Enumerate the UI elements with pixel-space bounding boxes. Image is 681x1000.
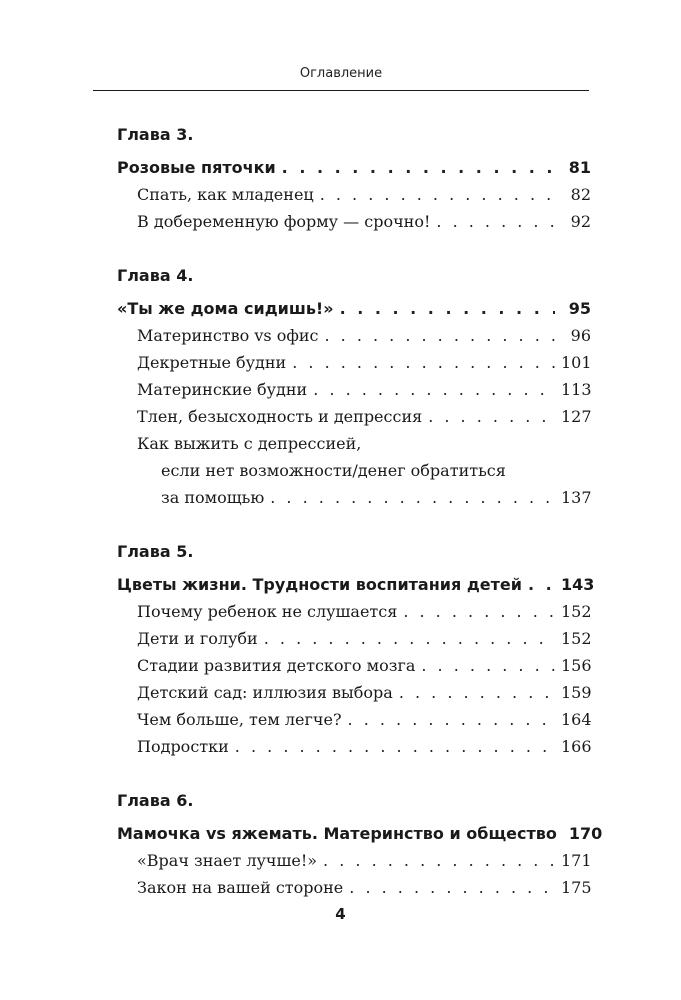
page-ref: 137 (561, 488, 592, 507)
dot-leader (421, 652, 555, 679)
dot-leader (403, 598, 555, 625)
page-ref: 95 (568, 299, 591, 318)
dot-leader (349, 874, 555, 901)
toc-entry[interactable] (117, 679, 591, 706)
entry-title: Декретные будни (137, 353, 287, 372)
dot-leader (270, 484, 555, 511)
entry-title: Почему ребенок не слушается (137, 602, 398, 621)
chapter-label: Глава 3. (117, 125, 194, 144)
dot-leader (320, 181, 555, 208)
dot-leader (235, 733, 555, 760)
entry-title: Подростки (137, 737, 229, 756)
entry-title: Стадии развития детского мозга (137, 656, 416, 675)
page-ref: 170 (568, 824, 603, 843)
toc-entry[interactable] (117, 847, 591, 874)
page-ref: 92 (570, 212, 591, 231)
entry-title: Спать, как младенец (137, 185, 314, 204)
page-ref: 166 (561, 737, 592, 756)
toc-entry[interactable] (117, 706, 591, 733)
dot-leader (324, 322, 555, 349)
chapter-6 (117, 790, 603, 901)
dot-leader (436, 208, 555, 235)
entry-title: «Ты же дома сидишь!» (117, 299, 334, 318)
toc-entry[interactable] (117, 874, 591, 901)
chapter-label: Глава 5. (117, 542, 194, 561)
dot-leader (264, 625, 555, 652)
toc-entry[interactable] (117, 403, 591, 430)
page-ref: 175 (561, 878, 592, 897)
toc-entry[interactable] (117, 733, 591, 760)
entry-title: Мамочка vs яжемать. Материнство и общество (117, 824, 557, 843)
entry-title: Розовые пяточки (117, 158, 276, 177)
page-ref: 82 (570, 185, 591, 204)
page-ref: 164 (561, 710, 592, 729)
entry-title: Материнство vs офис (137, 326, 319, 345)
dot-leader (323, 847, 555, 874)
toc-entry[interactable] (117, 208, 591, 235)
entry-title: Дети и голуби (137, 629, 258, 648)
page-ref: 81 (568, 158, 591, 177)
entry-title: Материнские будни (137, 380, 308, 399)
entry-title: Детский сад: иллюзия выбора (137, 683, 393, 702)
page-ref: 113 (561, 380, 592, 399)
toc-entry[interactable] (117, 322, 591, 349)
entry-title: «Врач знает лучше!» (137, 851, 318, 870)
chapter-5 (117, 541, 595, 760)
page-ref: 96 (570, 326, 591, 345)
toc-entry[interactable] (117, 652, 591, 679)
page-ref: 152 (561, 629, 592, 648)
page-ref: 101 (561, 353, 592, 372)
chapter-label: Глава 6. (117, 791, 194, 810)
toc-entry[interactable] (117, 625, 591, 652)
page-ref: 127 (561, 407, 592, 426)
entry-title-line[interactable]: Как выжить с депрессией, (137, 434, 362, 453)
table-of-contents (117, 124, 603, 931)
toc-entry-main[interactable] (117, 571, 595, 598)
page-ref: 171 (561, 851, 592, 870)
dot-leader (282, 154, 555, 181)
toc-entry[interactable] (117, 181, 591, 208)
entry-title: Чем больше, тем легче? (137, 710, 342, 729)
dot-leader (292, 349, 555, 376)
dot-leader (313, 376, 555, 403)
chapter-4 (117, 265, 591, 511)
toc-entry-main[interactable] (117, 820, 603, 847)
page-ref: 159 (561, 683, 592, 702)
running-head: Оглавление (299, 66, 383, 81)
toc-entry[interactable] (117, 598, 591, 625)
page-ref: 152 (561, 602, 592, 621)
dot-leader (348, 706, 555, 733)
page-ref: 156 (561, 656, 592, 675)
chapter-3 (117, 124, 591, 235)
dot-leader (340, 295, 555, 322)
page-number: 4 (335, 905, 346, 923)
toc-entry-main[interactable] (117, 154, 591, 181)
entry-title: В добеременную форму — срочно! (137, 212, 431, 231)
page-ref: 143 (561, 575, 595, 594)
dot-leader (399, 679, 555, 706)
chapter-label: Глава 4. (117, 266, 194, 285)
dot-leader (528, 571, 555, 598)
entry-title-line[interactable]: если нет возможности/денег обратиться (161, 461, 506, 480)
entry-title: Закон на вашей стороне (137, 878, 344, 897)
toc-entry[interactable] (117, 349, 591, 376)
entry-title: Тлен, безысходность и депрессия (137, 407, 423, 426)
toc-entry[interactable] (117, 484, 591, 511)
entry-title: за помощью (161, 488, 265, 507)
entry-title: Цветы жизни. Трудности воспитания детей (117, 575, 522, 594)
toc-entry-main[interactable] (117, 295, 591, 322)
dot-leader (428, 403, 555, 430)
header-rule (93, 90, 589, 91)
toc-entry[interactable] (117, 376, 591, 403)
